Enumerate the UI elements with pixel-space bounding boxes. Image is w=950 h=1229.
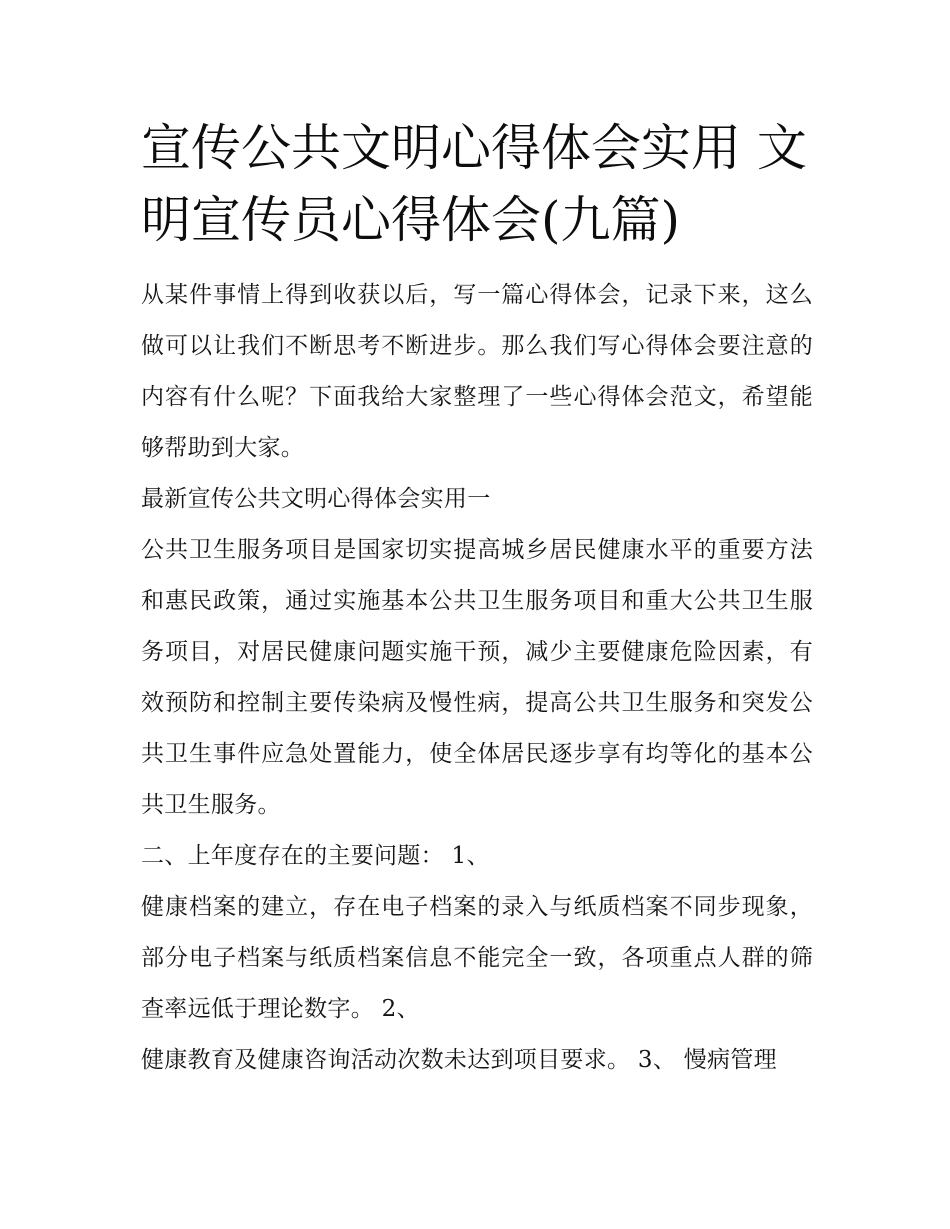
document-page (141, 112, 813, 1086)
document-title: 宣传公共文明心得体会实用 文明宣传员心得体会(九篇) (141, 119, 807, 249)
problem-2-paragraph: 健康教育及健康咨询活动次数未达到项目要求。 3、 慢病管理 (141, 1047, 777, 1073)
section-heading: 最新宣传公共文明心得体会实用一 (141, 486, 491, 512)
problem-1-paragraph: 健康档案的建立，存在电子档案的录入与纸质档案不同步现象，部分电子档案与纸质档案信息不能完全一致，各项重点人群的筛查率远低于理论数字。 2、 (141, 894, 813, 1022)
problems-heading: 二、上年度存在的主要问题： 1、 (141, 843, 490, 869)
intro-paragraph: 从某件事情上得到收获以后，写一篇心得体会，记录下来，这么做可以让我们不断思考不断进步。那么我们写心得体会要注意的内容有什么呢？下面我给大家整理了一些心得体会范文，希望能够帮助到大家。 (141, 282, 813, 461)
body-paragraph: 公共卫生服务项目是国家切实提高城乡居民健康水平的重要方法和惠民政策，通过实施基本公共卫生服务项目和重大公共卫生服务项目，对居民健康问题实施干预，减少主要健康危险因素，有效预防和控制主要传染病及慢性病，提高公共卫生服务和突发公共卫生事件应急处置能力，使全体居民逐步享有均等化的基本公共卫生服务。 (141, 537, 813, 818)
